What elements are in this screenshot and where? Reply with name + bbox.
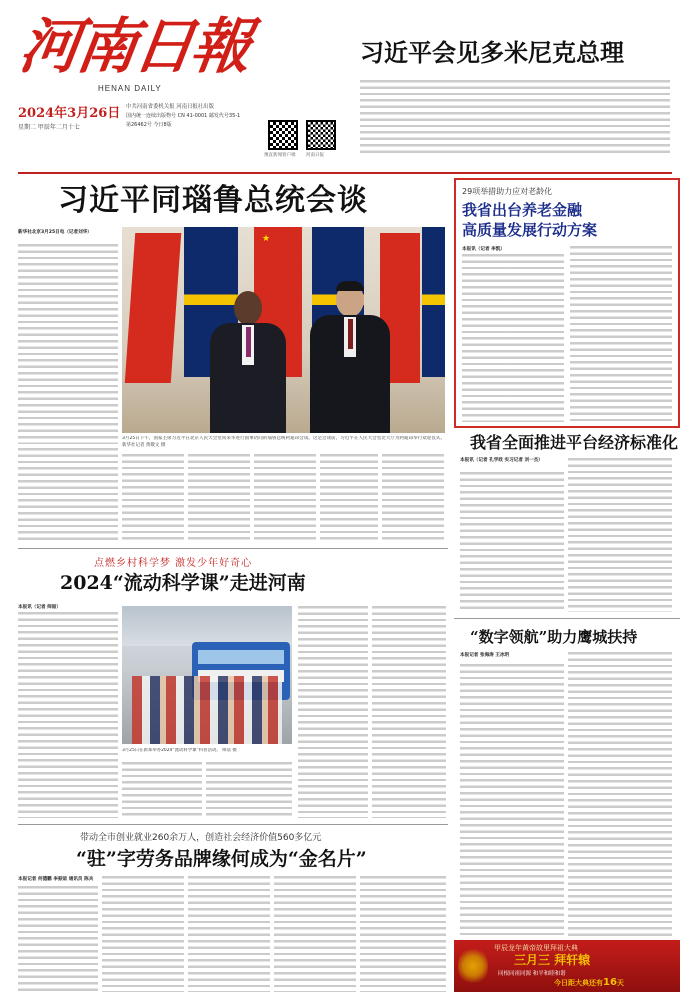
countdown-label: 今日距大典还有 <box>554 979 603 987</box>
top-story-text <box>360 80 670 155</box>
masthead-subtitle: HENAN DAILY <box>98 84 162 93</box>
boxed-text <box>570 246 672 422</box>
bottom-text <box>188 876 270 992</box>
countdown-number: 16 <box>603 977 617 988</box>
platform-text <box>460 472 564 612</box>
qr-label: 河南日报 <box>306 153 324 158</box>
masthead-divider <box>18 172 672 174</box>
section-divider <box>18 824 448 825</box>
platform-byline: 本报讯（记者 孔学政 实习记者 刘一杰） <box>460 458 543 463</box>
person-figure <box>310 283 390 433</box>
science-photo[interactable] <box>122 606 292 744</box>
science-text <box>206 762 292 818</box>
nauru-flag-icon <box>422 227 445 377</box>
qr-code[interactable] <box>306 120 336 150</box>
bottom-headline[interactable]: “驻”字劳务品牌缘何成为“金名片” <box>76 848 367 870</box>
boxed-headline: 我省出台养老金融 <box>462 201 583 219</box>
qr-label: 豫直新闻客户端 <box>264 153 296 158</box>
issue-number: 第26462号 今日8版 <box>126 122 172 128</box>
main-byline: 新华社北京3月25日电（记者刘华） <box>18 230 92 235</box>
person-figure <box>210 291 286 433</box>
science-byline: 本报讯（记者 师喆） <box>18 605 61 610</box>
bottom-text <box>360 876 446 992</box>
qr-code[interactable] <box>268 120 298 150</box>
bottom-kicker: 带动全市创业就业260余万人，创造社会经济价值560多亿元 <box>80 833 322 843</box>
main-body-column <box>382 454 444 542</box>
bottom-text <box>18 886 98 992</box>
digital-text <box>460 664 564 936</box>
main-body-column <box>18 244 118 444</box>
main-body-column <box>188 454 250 542</box>
main-body-column <box>254 454 316 542</box>
bottom-text <box>274 876 356 992</box>
cn-code: 国内统一连续出版物号 CN 41-0001 邮发代号35-1 <box>126 113 241 119</box>
ad-slogan: 三月三 拜轩辕 <box>514 953 591 967</box>
bottom-byline: 本报记者 何德鹏 李振谊 通讯员 陈兵 <box>18 877 94 882</box>
issue-date: 2024年3月26日 <box>18 106 121 121</box>
dragon-icon <box>458 946 488 986</box>
ad-countdown <box>554 977 624 988</box>
main-headline[interactable]: 习近平同瑙鲁总统会谈 <box>58 183 368 218</box>
science-text <box>122 762 202 818</box>
boxed-kicker: 29项举措助力应对老龄化 <box>462 187 553 196</box>
science-photo-caption: 3月25日在新郑举办2024“流动科学课”科普活动。 师喆 摄 <box>122 748 237 753</box>
masthead-title: 河南日報 <box>15 12 253 82</box>
main-photo[interactable]: ★ <box>122 227 445 433</box>
countdown-unit: 天 <box>616 979 624 987</box>
section-divider <box>454 618 680 619</box>
masthead <box>0 0 690 175</box>
ad-title: 甲辰龙年黄帝故里拜祖大典 <box>494 944 578 952</box>
digital-text <box>568 652 672 936</box>
ad-subline: 同根同祖同源 和平和睦和谐 <box>498 971 566 977</box>
main-body-column <box>18 448 118 542</box>
date-panel <box>18 100 348 168</box>
top-story-headline[interactable]: 习近平会见多米尼克总理 <box>360 38 624 67</box>
science-text <box>298 606 368 818</box>
bottom-text <box>102 876 184 992</box>
science-headline[interactable]: 2024“流动科学课”走进河南 <box>60 572 306 594</box>
publisher: 中共河南省委机关报 河南日报社出版 <box>126 104 214 110</box>
boxed-headline: 高质量发展行动方案 <box>462 221 598 239</box>
boxed-byline: 本报讯（记者 李凯） <box>462 247 505 252</box>
digital-headline[interactable]: “数字领航”助力鹰城扶持 <box>470 628 638 646</box>
photo-caption: 3月25日下午，国家主席习近平在北京人民大会堂同来华进行国事访问的瑙鲁总统阿迪昂会谈。这是会谈前，习近平在人民大会堂北大厅为阿迪昂举行欢迎仪式。 新华社记者 黄敬文 摄 <box>122 436 445 448</box>
boxed-text <box>462 254 564 422</box>
science-text <box>18 612 118 818</box>
china-flag-icon <box>125 233 181 383</box>
platform-headline[interactable]: 我省全面推进平台经济标准化 <box>470 433 679 452</box>
ad-banner[interactable] <box>454 940 680 992</box>
boxed-story[interactable] <box>454 178 680 428</box>
main-body-column <box>320 454 378 542</box>
section-divider <box>18 548 448 549</box>
digital-byline: 本报记者 张海涛 王冰玥 <box>460 653 510 658</box>
weekday: 星期二 甲辰年二月十七 <box>18 124 80 131</box>
science-kicker: 点燃乡村科学梦 激发少年好奇心 <box>94 558 253 569</box>
main-body-column <box>122 454 184 542</box>
platform-text <box>568 458 672 612</box>
science-text <box>372 606 446 818</box>
